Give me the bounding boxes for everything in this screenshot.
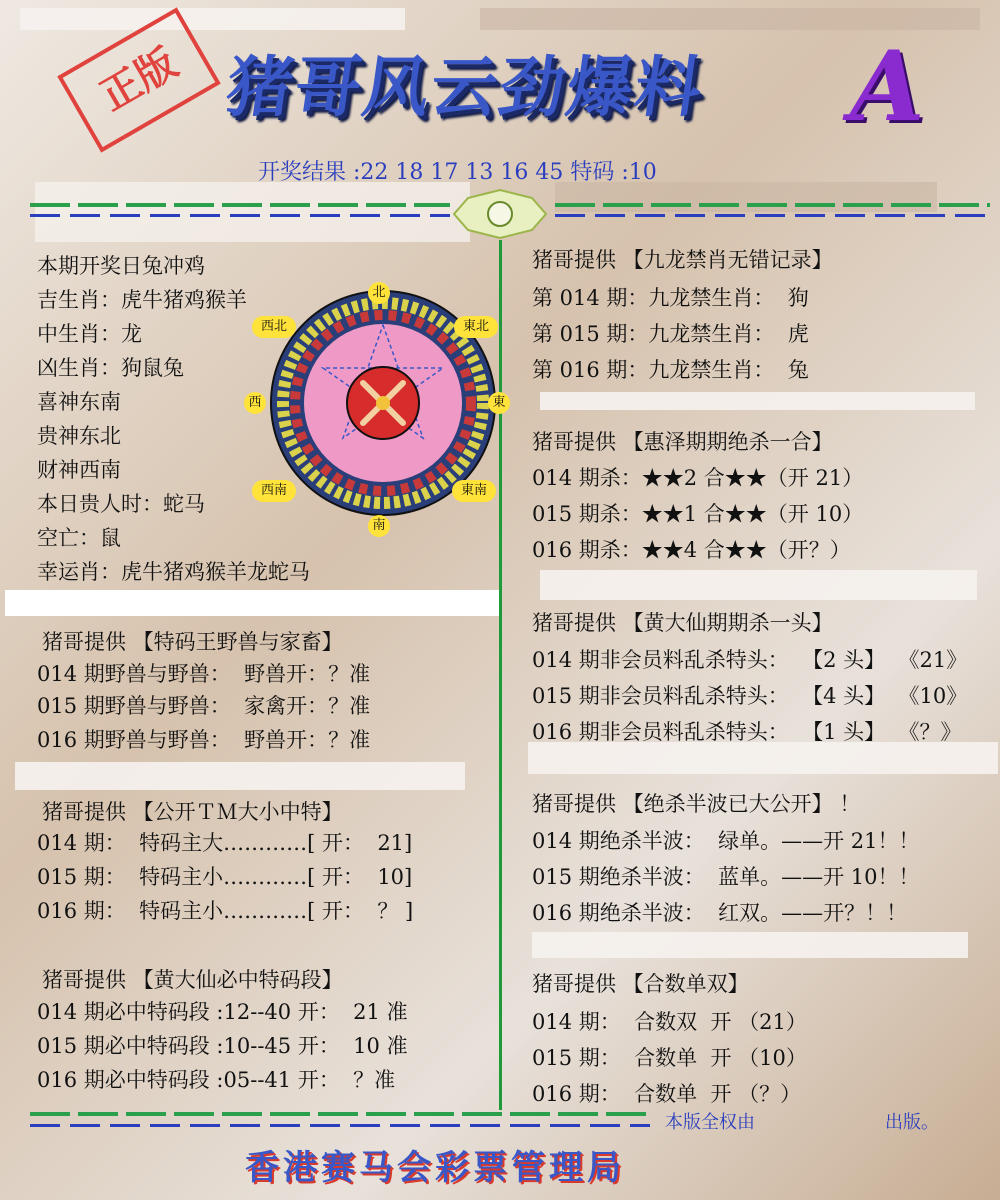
blank-bar <box>540 570 977 600</box>
info-line: 喜神东南 <box>37 390 121 414</box>
divider-stripe <box>30 203 450 207</box>
sum-row: 016 期： 合数单 开 （？） <box>532 1082 802 1106</box>
blank-bar <box>532 932 968 958</box>
blank-bar <box>540 392 975 410</box>
info-line: 凶生肖：狗鼠兔 <box>37 356 184 380</box>
section-title-wave: 猪哥提供 【绝杀半波已大公开】 ！ <box>532 792 861 816</box>
info-line: 本期开奖日兔冲鸡 <box>37 254 205 278</box>
head-row: 015 期非会员料乱杀特头： 【4 头】 《10》 <box>532 684 968 708</box>
huize-row: 016 期杀：★★4 合★★（开？） <box>532 538 851 562</box>
info-line: 贵神东北 <box>37 424 121 448</box>
jiulong-row: 第 014 期：九龙禁生肖： 狗 <box>532 286 809 310</box>
draw-result: 开奖结果 :22 18 17 13 16 45 特码 :10 <box>258 160 657 185</box>
blank-bar <box>35 182 470 242</box>
rights-text-b: 出版。 <box>885 1112 939 1133</box>
direction-badge: 東南 <box>452 480 496 502</box>
divider-stripe <box>30 214 450 217</box>
blank-bar <box>5 590 500 616</box>
footer-stripe <box>30 1124 650 1127</box>
bagua-icon <box>452 188 548 240</box>
blank-bar <box>528 742 998 774</box>
huize-row: 015 期杀：★★1 合★★（开 10） <box>532 502 864 526</box>
info-line: 幸运肖：虎牛猪鸡猴羊龙蛇马 <box>37 560 310 584</box>
tm-row: 014 期： 特码主大…………[ 开： 21] <box>37 831 413 855</box>
beast-row: 014 期野兽与野兽： 野兽开：？准 <box>37 662 371 686</box>
top-bar-left <box>20 8 405 30</box>
beast-row: 015 期野兽与野兽： 家禽开：？准 <box>37 694 371 718</box>
section-title-tm: 猪哥提供 【公开ＴＭ大小中特】 <box>42 800 343 824</box>
bureau-title: 香港赛马会彩票管理局 <box>245 1148 625 1188</box>
edition-letter: A <box>850 30 925 143</box>
section-title-sum: 猪哥提供 【合数单双】 <box>532 972 749 996</box>
range-row: 015 期必中特码段 :10--45 开： 10 准 <box>37 1034 408 1058</box>
direction-badge: 東北 <box>454 316 498 338</box>
divider-stripe <box>555 214 990 217</box>
head-row: 014 期非会员料乱杀特头： 【2 头】 《21》 <box>532 648 968 672</box>
huize-row: 014 期杀：★★2 合★★（开 21） <box>532 466 864 490</box>
info-line: 空亡：鼠 <box>37 526 121 550</box>
direction-badge: 西 <box>244 392 266 414</box>
sum-row: 015 期： 合数单 开 （10） <box>532 1046 807 1070</box>
direction-badge: 南 <box>368 515 390 537</box>
blank-bar <box>555 182 937 212</box>
head-row: 016 期非会员料乱杀特头： 【1 头】 《？》 <box>532 720 962 744</box>
beast-row: 016 期野兽与野兽： 野兽开：？准 <box>37 728 371 752</box>
jiulong-row: 第 015 期：九龙禁生肖： 虎 <box>532 322 809 346</box>
rights-text-a: 本版全权由 <box>665 1112 755 1133</box>
direction-badge: 西南 <box>252 480 296 502</box>
section-title-range: 猪哥提供 【黄大仙必中特码段】 <box>42 968 343 992</box>
info-line: 吉生肖：虎牛猪鸡猴羊 <box>37 288 247 312</box>
divider-stripe <box>555 203 990 207</box>
authentic-stamp: 正版 <box>57 7 221 152</box>
wave-row: 015 期绝杀半波： 蓝单。——开 10！！ <box>532 865 920 889</box>
info-line: 财神西南 <box>37 458 121 482</box>
jiulong-row: 第 016 期：九龙禁生肖： 兔 <box>532 358 809 382</box>
range-row: 014 期必中特码段 :12--40 开： 21 准 <box>37 1000 408 1024</box>
blank-bar <box>15 762 465 790</box>
info-line: 本日贵人时：蛇马 <box>37 492 205 516</box>
top-bar-right <box>480 8 980 30</box>
wave-row: 016 期绝杀半波： 红双。——开？！！ <box>532 901 908 925</box>
sum-row: 014 期： 合数双 开 （21） <box>532 1010 807 1034</box>
direction-badge: 西北 <box>252 316 296 338</box>
page-title: 猪哥风云劲爆料 <box>221 49 709 126</box>
section-title-huize: 猪哥提供 【惠泽期期绝杀一合】 <box>532 430 833 454</box>
range-row: 016 期必中特码段 :05--41 开： ？准 <box>37 1068 396 1092</box>
tm-row: 015 期： 特码主小…………[ 开： 10] <box>37 865 413 889</box>
section-title-beast: 猪哥提供 【特码王野兽与家畜】 <box>42 630 343 654</box>
direction-badge: 東 <box>488 392 510 414</box>
section-title-jiulong: 猪哥提供 【九龙禁肖无错记录】 <box>532 248 833 272</box>
footer-stripe <box>30 1112 650 1116</box>
wave-row: 014 期绝杀半波： 绿单。——开 21！！ <box>532 829 920 853</box>
direction-badge: 北 <box>368 282 390 304</box>
section-title-head: 猪哥提供 【黄大仙期期杀一头】 <box>532 611 833 635</box>
tm-row: 016 期： 特码主小…………[ 开： ？ ] <box>37 899 414 923</box>
info-line: 中生肖：龙 <box>37 322 142 346</box>
